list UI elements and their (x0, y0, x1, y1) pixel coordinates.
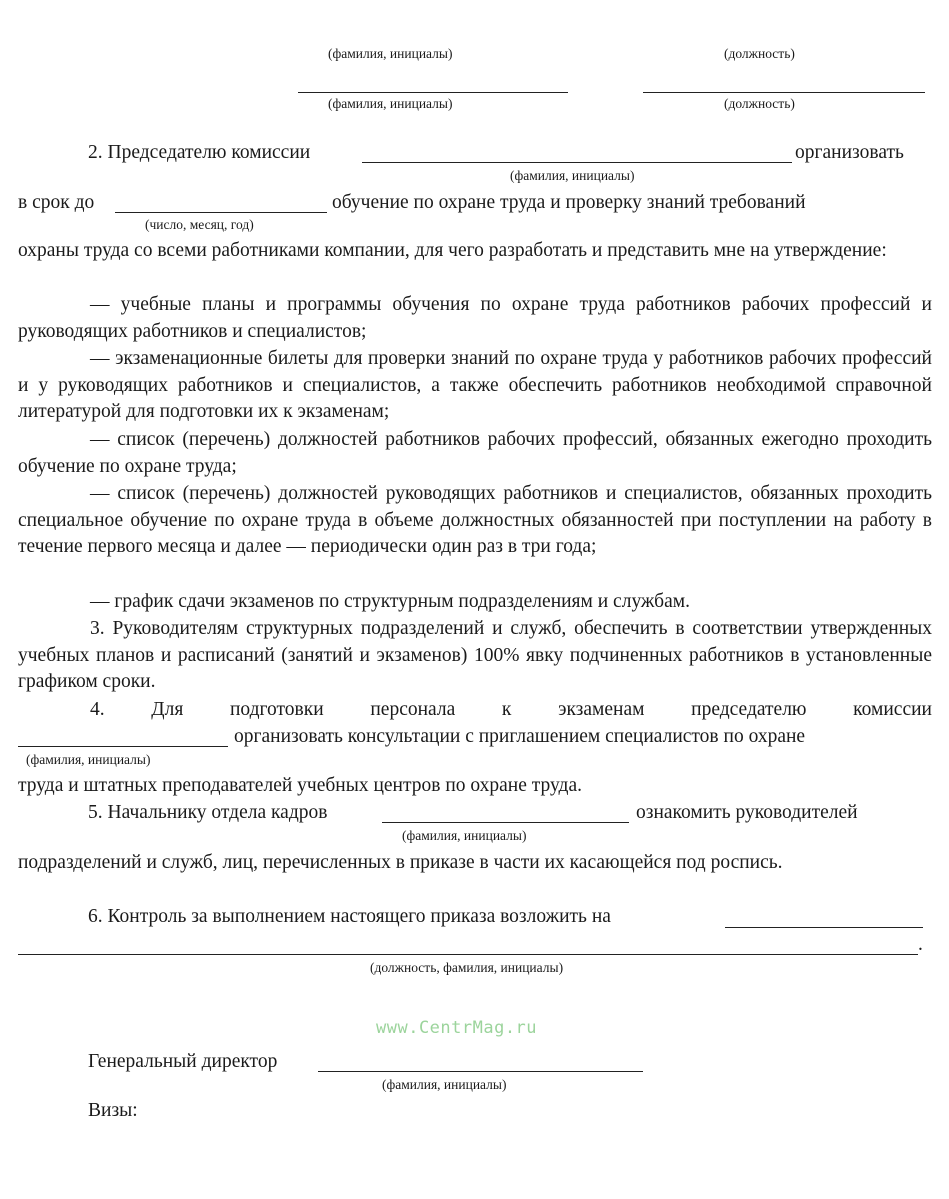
item5-suffix: ознакомить руководителей (636, 802, 858, 823)
item2-suffix: организовать (795, 142, 904, 163)
blank-line-director (318, 1071, 643, 1072)
item4-line1: 4. Для подготовки персонала к экзаменам председателю комиссии (90, 699, 932, 720)
item6-prefix: 6. Контроль за выполнением настоящего приказа возложить на (88, 906, 611, 927)
blank-line-control-2 (18, 954, 918, 955)
item4-line3: труда и штатных преподавателей учебных центров по охране труда. (18, 775, 582, 796)
item5-text: подразделений и служб, лиц, перечисленных в приказе в части их касающейся под роспись. (18, 852, 783, 873)
item2-line2-prefix: в срок до (18, 192, 95, 213)
director-label: Генеральный директор (88, 1051, 278, 1072)
blank-line-chairman (362, 162, 792, 163)
blank-line-hr-head (382, 822, 629, 823)
bullet-5: — график сдачи экзаменов по структурным подразделениям и службам. (90, 591, 690, 612)
caption-chairman-name: (фамилия, инициалы) (510, 168, 635, 183)
watermark-text: www.CentrMag.ru (376, 1018, 538, 1038)
caption-director-name: (фамилия, инициалы) (382, 1077, 507, 1092)
visas-label: Визы: (88, 1100, 138, 1121)
bullet-1: — учебные планы и программы обучения по охране труда работников рабочих профессий и руководящих работников и специалистов; (18, 294, 932, 342)
caption-name-initials-1: (фамилия, инициалы) (328, 46, 453, 61)
item2-line2-suffix: обучение по охране труда и проверку знаний требований (332, 192, 806, 213)
item2-prefix: 2. Председателю комиссии (88, 142, 311, 163)
bullet-2: — экзаменационные билеты для проверки знаний по охране труда у работников рабочих профессий и у руководящих работников и специалистов, а также обеспечить работников необходимой справочной литературой для подготовки их к экзаменам; (18, 348, 932, 423)
blank-line-date (115, 212, 327, 213)
blank-line-control-1 (725, 927, 923, 928)
item3-text: 3. Руководителям структурных подразделений и служб, обеспечить в соответствии утвержденных учебных планов и расписаний (занятий и экзаменов) 100% явку подчиненных работников в установленные графиком сроки. (18, 618, 932, 693)
caption-date: (число, месяц, год) (145, 217, 254, 232)
caption-position-2: (должность) (724, 96, 795, 111)
bullet-4: — список (перечень) должностей руководящих работников и специалистов, обязанных проходить специальное обучение по охране труда в объеме должностных обязанностей при поступлении на работу в течение первого месяца и далее — периодически один раз в три года; (18, 483, 932, 558)
caption-position-1: (должность) (724, 46, 795, 61)
bullet-3: — список (перечень) должностей работников рабочих профессий, обязанных ежегодно проходить обучение по охране труда; (18, 429, 932, 477)
caption-control-name: (должность, фамилия, инициалы) (370, 960, 564, 975)
caption-item4-name: (фамилия, инициалы) (26, 752, 151, 767)
blank-line-position-2 (643, 92, 925, 93)
caption-hr-head-name: (фамилия, инициалы) (402, 828, 527, 843)
item4-line2-suffix: организовать консультации с приглашением специалистов по охране (234, 726, 806, 747)
item2-text: охраны труда со всеми работниками компании, для чего разработать и представить мне на утверждение: (18, 240, 887, 261)
blank-line-item4 (18, 746, 228, 747)
item5-prefix: 5. Начальнику отдела кадров (88, 802, 328, 823)
blank-line-name-2 (298, 92, 568, 93)
item6-end: . (918, 934, 923, 955)
caption-name-initials-2: (фамилия, инициалы) (328, 96, 453, 111)
